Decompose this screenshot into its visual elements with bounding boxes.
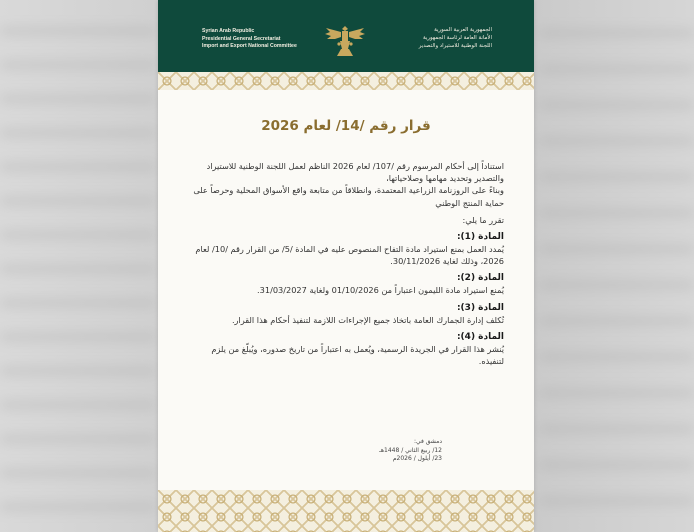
date-block (379, 438, 442, 464)
article-heading: المادة (2): (456, 273, 504, 284)
ornamental-border-bottom (158, 490, 534, 532)
article-text: يُمنع استيراد مادة الليمون اعتباراً من 01/10/2026 ولغاية 31/03/2027. (257, 285, 504, 296)
article-heading: المادة (3): (456, 302, 504, 313)
date-gregorian: 23/ أيلول / 2026م (392, 455, 442, 463)
article-heading: المادة (1): (456, 232, 504, 243)
header-arabic-text (419, 27, 492, 50)
date-hijri: 12/ ربيع الثاني / 1448هـ (379, 446, 442, 454)
article-heading: المادة (4): (456, 331, 504, 342)
preamble-paragraph: استناداً إلى أحكام المرسوم رقم /107/ لعام 2026 الناظم لعمل اللجنة الوطنية للاستيراد والتصدير وتحديد مهامها وصلاحياتها، (206, 161, 504, 184)
header-arabic-line: الأمانة العامة لرئاسة الجمهورية (423, 34, 492, 41)
header-arabic-line: الجمهورية العربية السورية (434, 27, 492, 33)
decree-title: قرار رقم /14/ لعام 2026 (261, 118, 431, 134)
article-text: تُكلف إدارة الجمارك العامة باتخاذ جميع الإجراءات اللازمة لتنفيذ أحكام هذا القرار. (231, 314, 504, 325)
preamble-paragraph: وبناءً على الروزنامة الزراعية المعتمدة، وانطلاقاً من متابعة واقع الأسواق المحلية وحرصاً على حماية المنتج الوطني (193, 185, 504, 208)
article-text: يُمدد العمل بمنع استيراد مادة التفاح المنصوص عليه في المادة /5/ من القرار رقم /10/ لعام 2026، وذلك لغاية 30/11/2026. (195, 244, 504, 267)
background-blur-left (0, 0, 155, 532)
ornamental-border-top (158, 72, 534, 90)
decided-line: تقرر ما يلي: (462, 214, 504, 225)
decree-body (188, 160, 504, 367)
background-blur-right (539, 0, 694, 532)
document-header (158, 0, 534, 72)
header-english-line: Import and Export National Committee (202, 43, 297, 50)
header-english-line: Presidential General Secretariat (202, 35, 281, 42)
decree-document (158, 0, 534, 532)
header-arabic-line: اللجنة الوطنية للاستيراد والتصدير (418, 42, 492, 49)
eagle-emblem-icon (324, 22, 366, 60)
header-english-line: Syrian Arab Republic (202, 28, 255, 34)
date-place: دمشق في: (413, 438, 442, 445)
header-english-text (202, 28, 297, 51)
article-text: يُنشر هذا القرار في الجريدة الرسمية، ويُعمل به اعتباراً من تاريخ صدوره، ويُبلّغ من يلزم لتنفيذه. (211, 343, 504, 367)
